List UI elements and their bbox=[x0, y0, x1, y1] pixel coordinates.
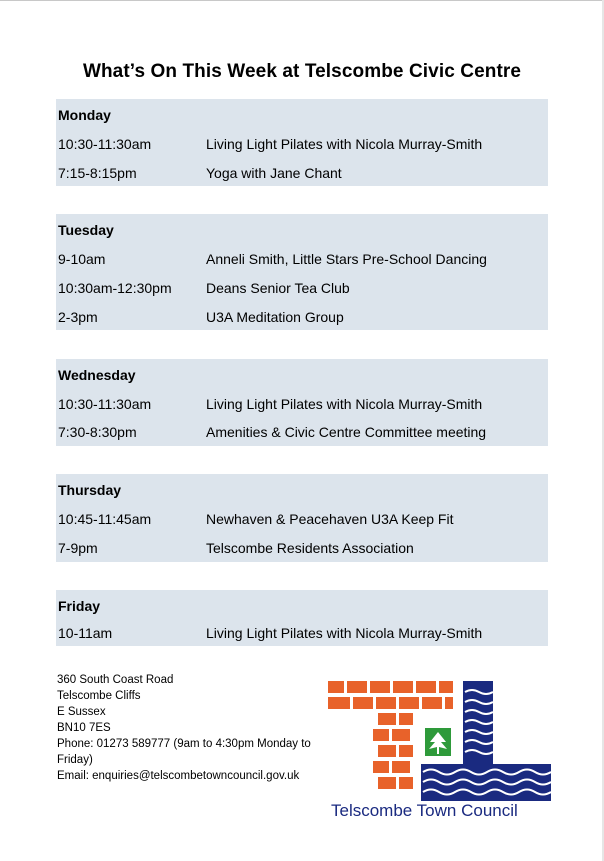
event-title: Newhaven & Peacehaven U3A Keep Fit bbox=[206, 511, 454, 527]
event-row bbox=[56, 396, 548, 416]
address-line: E Sussex bbox=[57, 706, 106, 718]
event-row bbox=[56, 136, 548, 156]
event-title: Yoga with Jane Chant bbox=[206, 165, 342, 181]
event-row bbox=[56, 280, 548, 300]
day-thursday bbox=[56, 474, 548, 562]
day-name: Wednesday bbox=[58, 367, 136, 383]
contact-email: Email: enquiries@telscombetowncouncil.gov.uk bbox=[57, 770, 300, 782]
event-time: 9-10am bbox=[58, 251, 106, 267]
event-time: 7-9pm bbox=[58, 540, 98, 556]
day-friday bbox=[56, 590, 548, 646]
event-row bbox=[56, 309, 548, 329]
council-name: Telscombe Town Council bbox=[331, 801, 518, 820]
event-time: 10:30-11:30am bbox=[58, 396, 152, 412]
address-line: Telscombe Cliffs bbox=[57, 690, 141, 702]
event-row bbox=[56, 625, 548, 645]
event-time: 10:30am-12:30pm bbox=[58, 280, 172, 296]
day-name: Friday bbox=[58, 598, 101, 614]
event-row bbox=[56, 251, 548, 271]
contact-address bbox=[57, 672, 327, 784]
event-title: Deans Senior Tea Club bbox=[206, 280, 350, 296]
event-row bbox=[56, 540, 548, 560]
tree-icon bbox=[425, 728, 451, 756]
event-title: Amenities & Civic Centre Committee meeting bbox=[206, 424, 487, 440]
event-title: Living Light Pilates with Nicola Murray-Smith bbox=[206, 396, 483, 412]
page-title: What’s On This Week at Telscombe Civic Centre bbox=[82, 61, 522, 82]
event-time: 10:45-11:45am bbox=[58, 511, 152, 527]
top-border bbox=[0, 0, 604, 1]
event-title: Telscombe Residents Association bbox=[206, 540, 414, 556]
day-monday bbox=[56, 99, 548, 186]
event-time: 7:15-8:15pm bbox=[58, 165, 137, 181]
day-wednesday bbox=[56, 359, 548, 446]
event-title: U3A Meditation Group bbox=[206, 309, 344, 325]
day-name: Monday bbox=[58, 107, 111, 123]
event-time: 7:30-8:30pm bbox=[58, 424, 137, 440]
event-row bbox=[56, 511, 548, 531]
event-time: 10-11am bbox=[58, 625, 113, 641]
event-row bbox=[56, 165, 548, 185]
event-time: 10:30-11:30am bbox=[58, 136, 152, 152]
event-title: Anneli Smith, Little Stars Pre-School Dancing bbox=[206, 251, 487, 267]
contact-phone: Phone: 01273 589777 (9am to 4:30pm Monday to Friday) bbox=[57, 738, 311, 766]
event-title: Living Light Pilates with Nicola Murray-Smith bbox=[206, 136, 483, 152]
day-name: Tuesday bbox=[58, 222, 114, 238]
event-time: 2-3pm bbox=[58, 309, 98, 325]
day-tuesday bbox=[56, 214, 548, 330]
day-name: Thursday bbox=[58, 482, 122, 498]
event-row bbox=[56, 424, 548, 444]
event-title: Living Light Pilates with Nicola Murray-Smith bbox=[206, 625, 483, 641]
address-postcode: BN10 7ES bbox=[57, 722, 111, 734]
address-line: 360 South Coast Road bbox=[57, 674, 174, 686]
